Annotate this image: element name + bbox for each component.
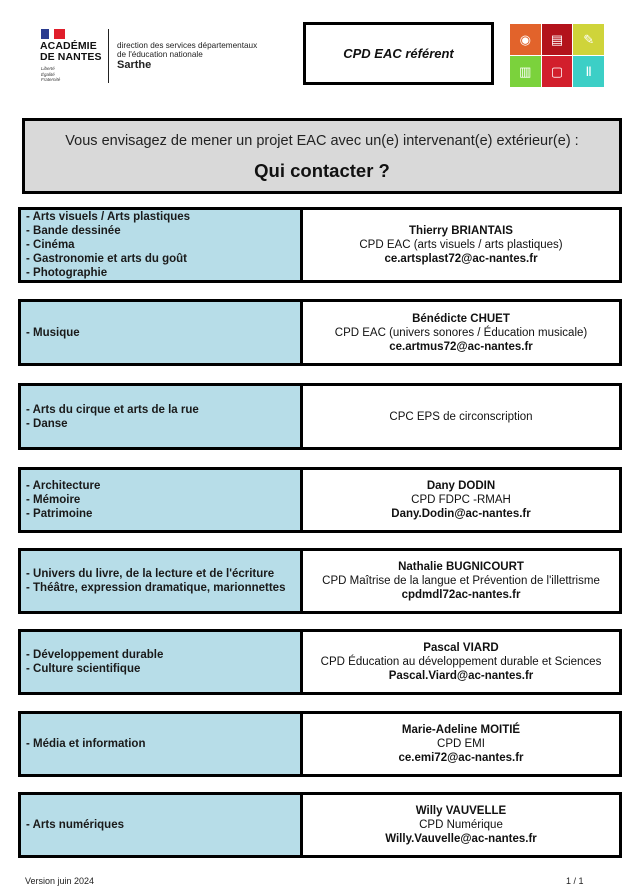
contact-row [18, 207, 622, 283]
category-cell [21, 795, 303, 855]
category-cell [21, 386, 303, 447]
contact-cell [303, 714, 619, 774]
scroll-icon: ✎ [573, 24, 604, 55]
reference-title-box [303, 22, 494, 85]
devise-liberte: Liberté [41, 66, 55, 71]
column-icon: Ⅱ [573, 56, 604, 87]
intro-title: Qui contacter ? [254, 160, 390, 181]
category-item: - Photographie [26, 267, 108, 279]
devise-fraternite: Fraternité [41, 77, 61, 82]
category-item: - Théâtre, expression dramatique, marionnettes [26, 582, 286, 594]
contact-name: Thierry BRIANTAIS [409, 225, 513, 237]
category-item: - Bande dessinée [26, 225, 121, 237]
dsden-label [117, 41, 257, 71]
dsden-line1: direction des services départementaux [117, 41, 258, 50]
category-cell [21, 302, 303, 363]
contact-row [18, 711, 622, 777]
devise [41, 66, 60, 83]
contact-row [18, 629, 622, 695]
contact-email[interactable]: cpdmdl72ac-nantes.fr [401, 589, 521, 601]
category-cell [21, 551, 303, 611]
contact-email[interactable]: ce.emi72@ac-nantes.fr [398, 752, 524, 764]
contact-email[interactable]: ce.artsplast72@ac-nantes.fr [384, 253, 538, 265]
reference-title: CPD EAC référent [343, 46, 454, 61]
contact-name: Bénédicte CHUET [412, 312, 510, 325]
category-cell [21, 714, 303, 774]
category-item: - Musique [26, 326, 80, 339]
category-item: - Univers du livre, de la lecture et de l'écriture [26, 568, 275, 580]
dsden-line2: de l'éducation nationale [117, 50, 203, 59]
contact-row [18, 467, 622, 533]
page-number: 1 / 1 [566, 876, 584, 886]
category-cell [21, 470, 303, 530]
category-cell [21, 210, 303, 280]
intro-question: Vous envisagez de mener un projet EAC avec un(e) intervenant(e) extérieur(e) : [65, 133, 579, 149]
contact-role: CPD Éducation au développement durable et Sciences [320, 656, 602, 668]
category-item: - Cinéma [26, 239, 75, 251]
contact-name: Pascal VIARD [423, 642, 499, 654]
contact-role: CPD FDPC -RMAH [411, 494, 511, 506]
version-label: Version juin 2024 [25, 876, 95, 886]
contact-cell [303, 551, 619, 611]
category-item: - Architecture [26, 480, 101, 492]
category-item: - Gastronomie et arts du goût [26, 253, 188, 265]
contact-row [18, 299, 622, 366]
category-item: - Média et information [26, 738, 146, 750]
category-item: - Développement durable [26, 649, 164, 661]
contact-role: CPD Maîtrise de la langue et Prévention de l'illettrisme [322, 575, 600, 587]
academie-line2: DE NANTES [40, 51, 102, 63]
contact-cell [303, 470, 619, 530]
contact-name: Nathalie BUGNICOURT [398, 561, 524, 573]
contact-row [18, 383, 622, 450]
screen-icon: ▢ [542, 56, 573, 87]
logo-divider [108, 29, 109, 83]
contact-email[interactable]: Dany.Dodin@ac-nantes.fr [391, 508, 531, 520]
book-icon: ▤ [542, 24, 573, 55]
contact-name: Dany DODIN [426, 480, 496, 492]
category-cell [21, 632, 303, 692]
contact-role: CPD Numérique [419, 819, 503, 831]
contact-cell [303, 210, 619, 280]
intro-box [22, 118, 622, 194]
contact-cell [303, 302, 619, 363]
contact-row [18, 548, 622, 614]
building-icon: ▥ [510, 56, 541, 87]
dsden-department: Sarthe [117, 59, 152, 71]
contact-cell [303, 632, 619, 692]
academie-logo-text [40, 41, 102, 63]
category-item: - Patrimoine [26, 508, 93, 520]
contact-role: CPC EPS de circonscription [389, 410, 533, 423]
category-item: - Arts visuels / Arts plastiques [26, 211, 191, 223]
contact-role: CPD EAC (arts visuels / arts plastiques) [359, 239, 563, 251]
category-item: - Arts numériques [26, 819, 124, 831]
contact-role: CPD EAC (univers sonores / Éducation musicale) [334, 326, 588, 339]
academie-line1: ACADÉMIE [40, 40, 97, 52]
category-item: - Danse [26, 417, 68, 430]
contact-name: Marie-Adeline MOITIÉ [401, 724, 521, 736]
eac-domains-logo [510, 24, 604, 87]
category-item: - Mémoire [26, 494, 81, 506]
contact-email[interactable]: ce.artmus72@ac-nantes.fr [389, 340, 533, 353]
contact-cell [303, 795, 619, 855]
contact-name: Willy VAUVELLE [415, 805, 507, 817]
contact-row [18, 792, 622, 858]
contact-cell [303, 386, 619, 447]
contact-email[interactable]: Willy.Vauvelle@ac-nantes.fr [385, 833, 537, 845]
category-item: - Arts du cirque et arts de la rue [26, 403, 199, 416]
eye-icon: ◉ [510, 24, 541, 55]
contact-email[interactable]: Pascal.Viard@ac-nantes.fr [388, 670, 534, 682]
category-item: - Culture scientifique [26, 663, 141, 675]
contact-role: CPD EMI [437, 738, 485, 750]
republique-flag-icon [41, 29, 65, 39]
devise-egalite: Égalité [41, 71, 55, 77]
